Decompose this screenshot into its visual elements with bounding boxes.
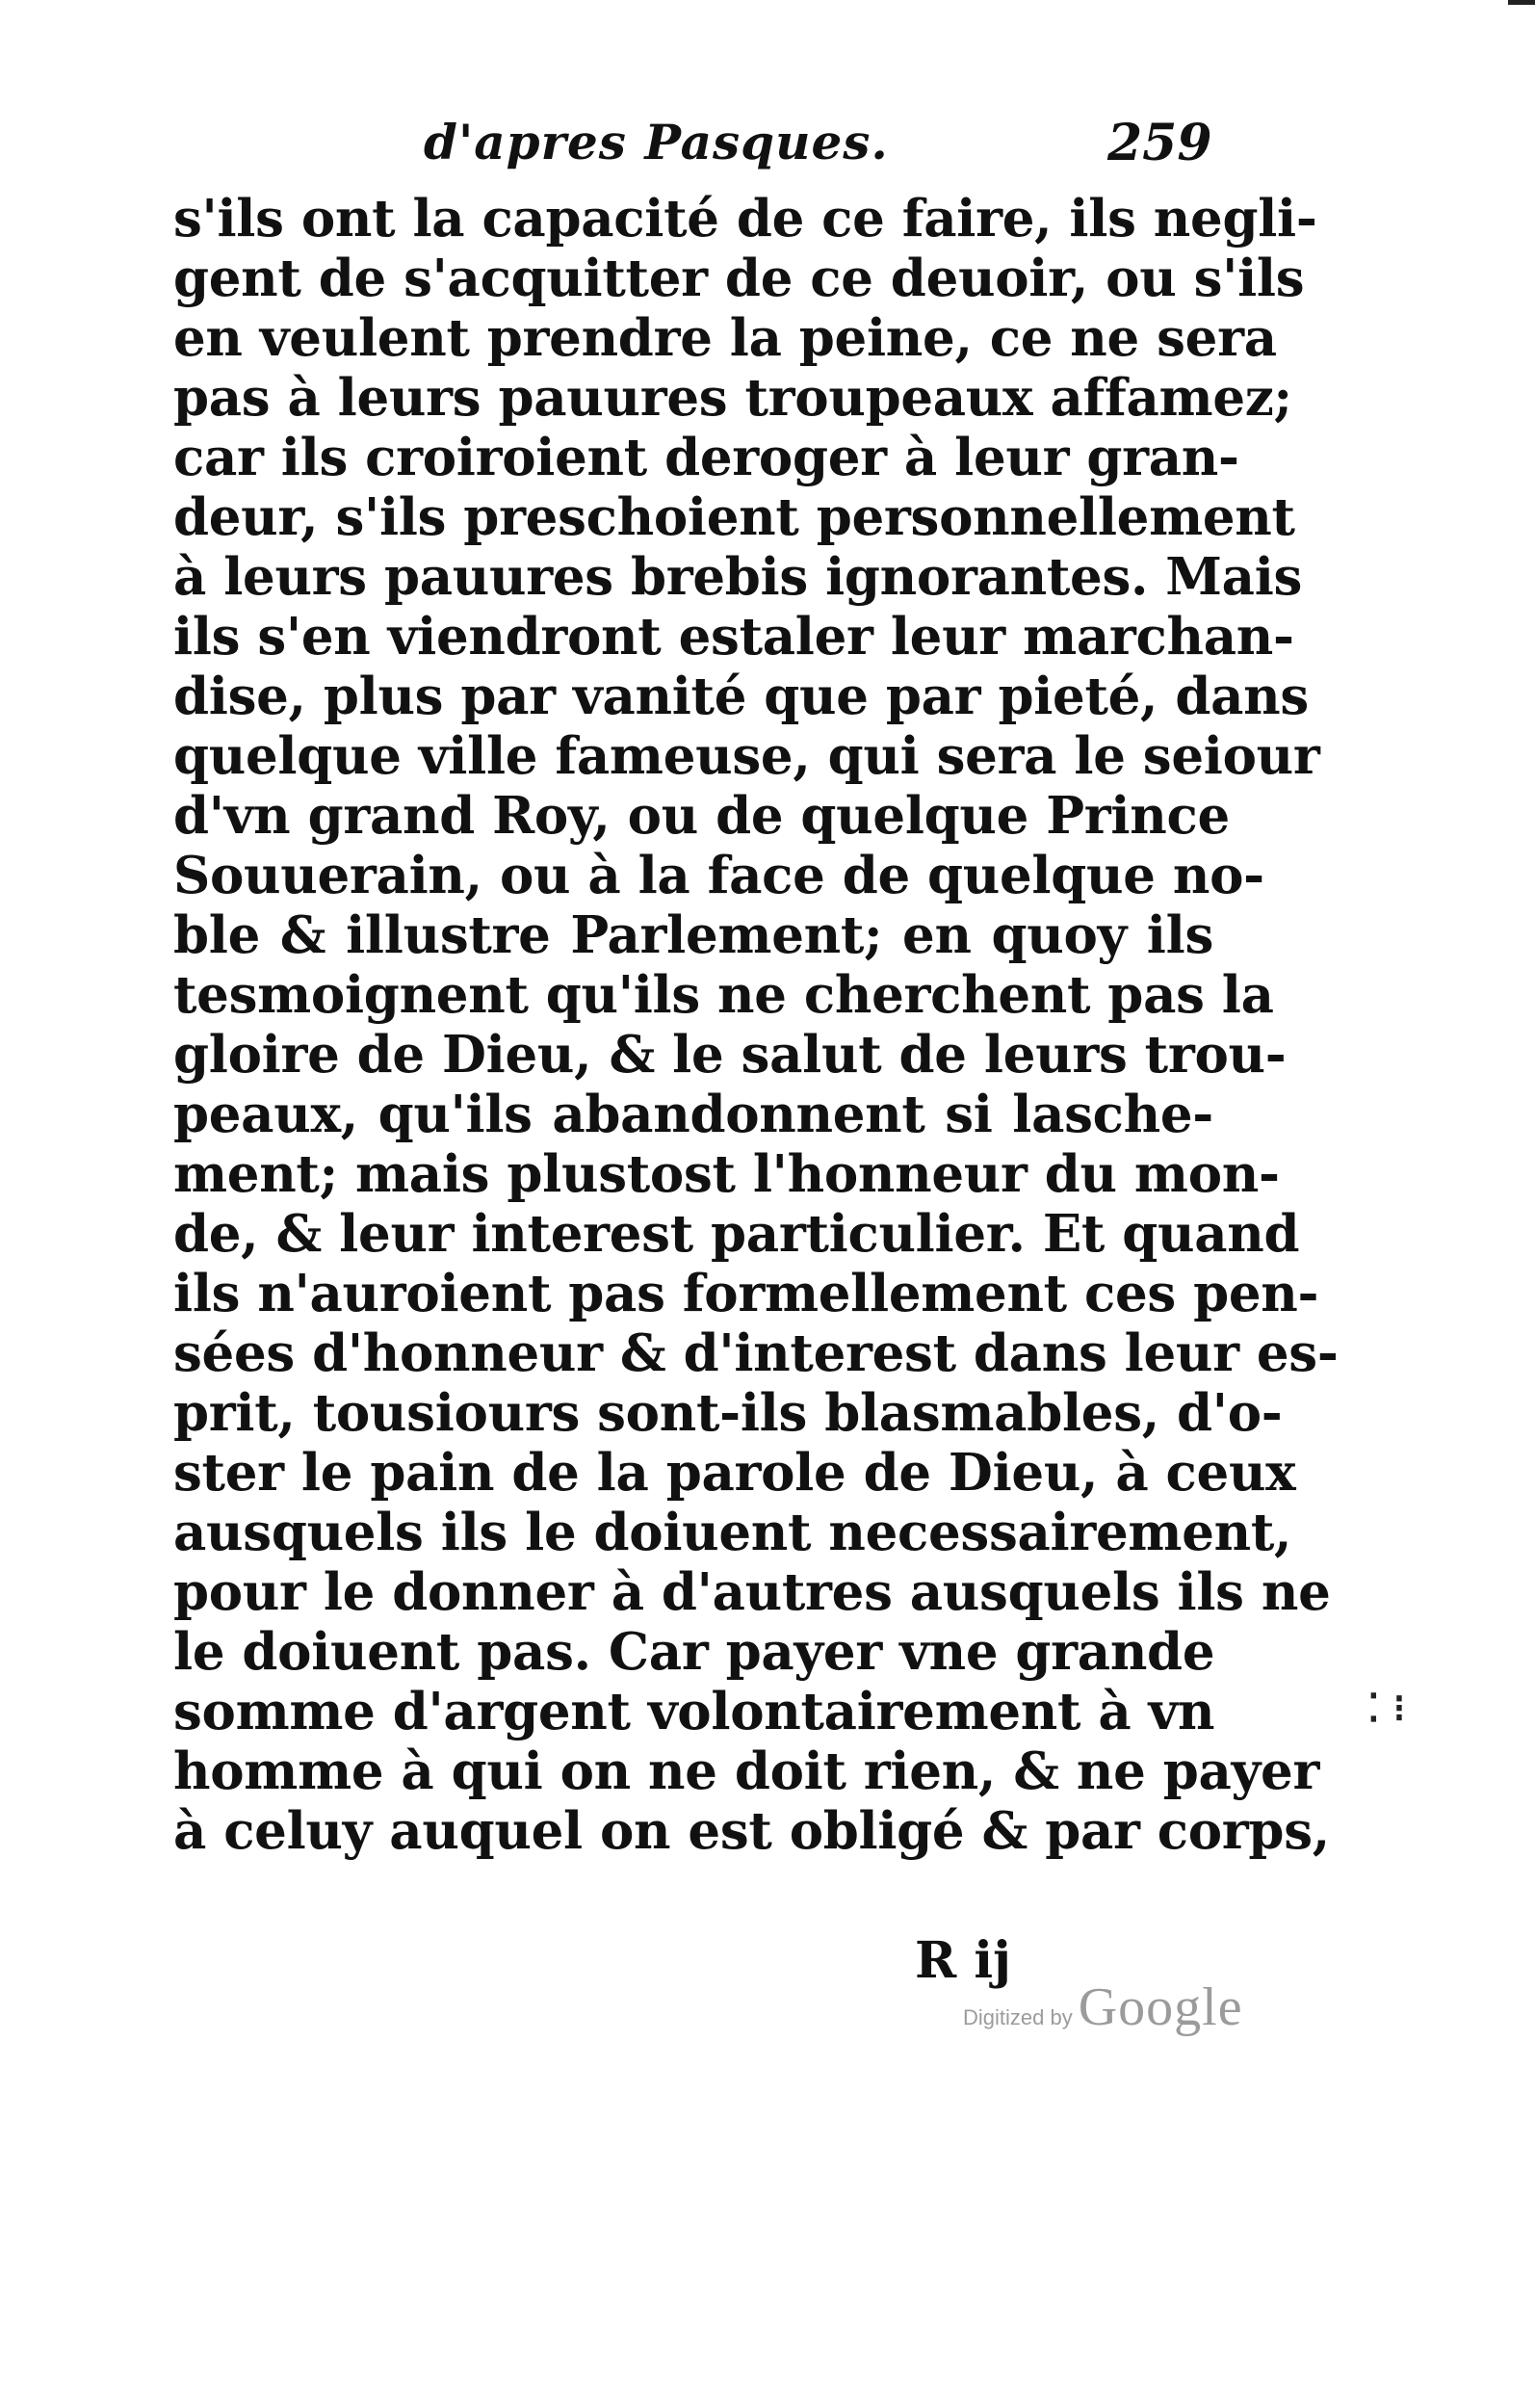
- running-head: [173, 114, 1233, 171]
- text-line: ble & illustre Parlement; en quoy ils: [173, 905, 1213, 965]
- text-line: ment; mais plustost l'honneur du mon-: [173, 1144, 1280, 1204]
- text-line: car ils croiroient deroger à leur gran-: [173, 428, 1239, 487]
- text-line: ils n'auroient pas formellement ces pen-: [173, 1264, 1319, 1323]
- page-number: 259: [1107, 114, 1212, 172]
- text-line: peaux, qu'ils abandonnent si lasche-: [173, 1085, 1213, 1144]
- text-line: pas à leurs pauures troupeaux affamez;: [173, 368, 1292, 428]
- text-line: pour le donner à d'autres ausquels ils ne: [173, 1562, 1331, 1622]
- text-line: homme à qui on ne doit rien, & ne payer: [173, 1741, 1320, 1801]
- text-line: ster le pain de la parole de Dieu, à ceux: [173, 1443, 1296, 1503]
- text-line: somme d'argent volontairement à vn: [173, 1682, 1215, 1741]
- text-line: à leurs pauures brebis ignorantes. Mais: [173, 547, 1303, 607]
- text-line: quelque ville fameuse, qui sera le seiour: [173, 726, 1320, 786]
- text-line: Souuerain, ou à la face de quelque no-: [173, 846, 1264, 905]
- text-line: ausquels ils le doiuent necessairement,: [173, 1503, 1292, 1562]
- text-line: tesmoignent qu'ils ne cherchent pas la: [173, 965, 1274, 1025]
- text-line: s'ils ont la capacité de ce faire, ils negli-: [173, 189, 1317, 249]
- margin-specks: ⁚ ⁝: [1367, 1686, 1406, 1731]
- body-text: [173, 189, 1339, 1861]
- signature-mark: R ij: [915, 1931, 1011, 1990]
- text-line: d'vn grand Roy, ou de quelque Prince: [173, 786, 1230, 846]
- text-line: gloire de Dieu, & le salut de leurs trou-: [173, 1025, 1287, 1085]
- text-line: dise, plus par vanité que par pieté, dans: [173, 667, 1309, 726]
- running-title: d'apres Pasques.: [424, 114, 889, 170]
- text-line: gent de s'acquitter de ce deuoir, ou s'ils: [173, 249, 1305, 308]
- text-line: à celuy auquel on est obligé & par corps,: [173, 1801, 1330, 1861]
- text-line: le doiuent pas. Car payer vne grande: [173, 1622, 1215, 1682]
- text-line: sées d'honneur & d'interest dans leur es-: [173, 1323, 1339, 1383]
- text-line: prit, tousiours sont-ils blasmables, d'o-: [173, 1383, 1283, 1443]
- digitized-watermark: [963, 1976, 1243, 2044]
- text-line: deur, s'ils preschoient personnellement: [173, 487, 1295, 547]
- scan-edge-mark: [1508, 0, 1535, 5]
- text-line: de, & leur interest particulier. Et quand: [173, 1204, 1300, 1264]
- text-line: en veulent prendre la peine, ce ne sera: [173, 308, 1277, 368]
- watermark-brand: Google: [1078, 1977, 1243, 2037]
- watermark-label: Digitized by: [963, 2005, 1073, 2029]
- text-line: ils s'en viendront estaler leur marchan-: [173, 607, 1294, 667]
